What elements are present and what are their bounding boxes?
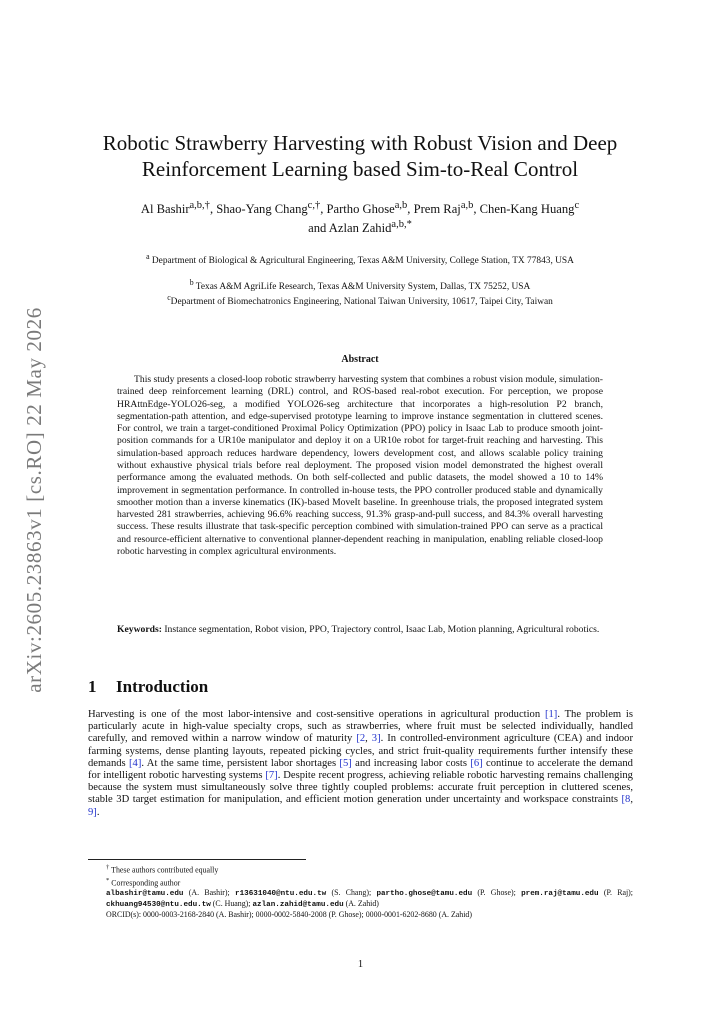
author-name: Shao-Yang Chang	[216, 202, 308, 217]
affiliation-text: Texas A&M AgriLife Research, Texas A&M University System, Dallas, TX 75252, USA	[195, 282, 531, 293]
author-affiliation-mark: c	[574, 200, 580, 211]
author-name: Partho Ghose	[326, 202, 395, 217]
citation-link[interactable]: 9]	[88, 806, 97, 818]
author-affiliation-mark: a,b,*	[391, 219, 412, 231]
email-link[interactable]: partho.ghose@tamu.edu	[376, 890, 473, 899]
footnote-corresponding	[88, 876, 633, 889]
citation-link[interactable]: [4]	[129, 757, 142, 769]
author-separator: ,	[320, 202, 327, 217]
affiliation-text: Department of Biomechatronics Engineering, National Taiwan University, 10617, Taipei City, Taiwan	[170, 297, 553, 308]
email-owner: (P. Raj);	[603, 888, 634, 898]
keywords	[117, 624, 603, 636]
citation-link[interactable]: [2	[356, 733, 366, 745]
introduction-paragraph	[88, 709, 633, 819]
affiliation-mark: b	[189, 278, 194, 287]
intro-text: . In controlled-environment agriculture (CEA) and indoor farming systems, dense planting layouts, repeated picking cycles, and strict fruit-quality requirements further intensify these demands	[88, 733, 634, 769]
footnote-equal-contribution	[88, 863, 633, 876]
email-owner: (P. Ghose);	[477, 888, 516, 898]
page-number: 1	[357, 959, 364, 970]
intro-text: Harvesting is one of the most labor-intensive and cost-sensitive operations in agricultural production	[88, 709, 545, 720]
citation-separator: ,	[630, 794, 633, 806]
footnote-orcid: ORCID(s): 0000-0003-2168-2840 (A. Bashir); 0000-0002-5840-2008 (P. Ghose); 0000-0001-6202-8680 (A. Zahid)	[106, 910, 472, 920]
arxiv-identifier-stamp: arXiv:2605.23863v1 [cs.RO] 22 May 2026	[22, 307, 46, 693]
affiliation-a	[95, 251, 625, 268]
author-affiliation-mark: c,†	[307, 200, 321, 211]
section-number: 1	[88, 677, 97, 696]
email-owner: (S. Chang);	[331, 888, 372, 898]
intro-text: . Despite recent progress, achieving reliable robotic harvesting remains challenging because the system must simultaneously solve three tightly coupled problems: accurate fruit perception in cluttered scenes, stable 3D target estimation for manipulation, and efficient motion generation under uncertainty and workspace constraints	[88, 770, 633, 806]
footnote-divider	[88, 859, 306, 860]
citation-link[interactable]: [7]	[265, 770, 278, 782]
email-owner: (C. Huang);	[212, 899, 251, 909]
citation-link[interactable]: [1]	[544, 709, 558, 720]
author-affiliation-mark: a,b	[394, 200, 408, 211]
author-separator: ,	[473, 202, 480, 217]
email-owner: (A. Zahid)	[345, 899, 379, 909]
title-line-1: Robotic Strawberry Harvesting with Robust Vision and Deep	[102, 131, 618, 155]
section-title: Introduction	[116, 677, 209, 696]
author-name: and Azlan Zahid	[308, 221, 392, 236]
email-owner: (A. Bashir);	[188, 888, 230, 898]
footnote-text: Corresponding author	[111, 878, 181, 888]
author-affiliation-mark: a,b,†	[189, 200, 210, 211]
affiliation-mark: c	[167, 293, 171, 302]
email-link[interactable]: azlan.zahid@tamu.edu	[252, 901, 344, 910]
author-name: Prem Raj	[413, 202, 461, 217]
affiliation-mark: a	[146, 252, 150, 261]
author-separator: ,	[407, 202, 414, 217]
citation-link[interactable]: 3]	[371, 733, 381, 745]
intro-text: . The problem is particularly acute in high-value specialty crops, such as strawberries, where fruit must be selected individually, handled carefully, and removed within a narrow window of maturity	[88, 709, 633, 745]
intro-text: .	[96, 806, 100, 818]
email-link[interactable]: prem.raj@tamu.edu	[521, 890, 599, 899]
title-line-2: Reinforcement Learning based Sim-to-Real Control	[141, 157, 579, 181]
intro-text: and increasing labor costs	[351, 757, 471, 769]
email-link[interactable]: albashir@tamu.edu	[106, 890, 184, 899]
keywords-label: Keywords:	[117, 624, 162, 635]
intro-text: continue to accelerate the demand for intelligent robotic harvesting systems	[88, 757, 633, 782]
footnote-emails	[88, 888, 633, 910]
author-list	[90, 198, 630, 236]
citation-link[interactable]: [5]	[339, 757, 352, 769]
affiliation-text: Department of Biological & Agricultural Engineering, Texas A&M University, College Station, TX 77843, USA	[151, 256, 574, 267]
footnote-text: These authors contributed equally	[111, 865, 219, 875]
intro-text: . At the same time, persistent labor shortages	[141, 757, 340, 769]
footnote-mark: †	[106, 864, 110, 871]
abstract-heading: Abstract	[341, 354, 379, 365]
author-separator: ,	[209, 202, 217, 217]
keywords-text: Instance segmentation, Robot vision, PPO, Trajectory control, Isaac Lab, Motion planning, Agricultural robotics.	[164, 624, 600, 635]
email-link[interactable]: ckhuang94530@ntu.edu.tw	[106, 901, 211, 910]
citation-link[interactable]: [8	[621, 794, 631, 806]
citation-link[interactable]: [6]	[470, 757, 483, 769]
citation-separator: ,	[365, 733, 372, 745]
footnotes	[88, 863, 633, 920]
paper-title	[90, 130, 630, 182]
abstract-body: This study presents a closed-loop robotic strawberry harvesting system that combines a robust vision module, simulation-trained deep reinforcement learning (DRL) control, and ROS-based real-robot execution. For perception, we propose HRAttnEdge-YOLO26-seg, a modified YOLO26-seg architecture that incorporates a high-resolution P2 branch, segmentation-path attention, and edge-supervised prototype learning to improve instance segmentation in cluttered scenes. For control, we train a target-conditioned Proximal Policy Optimization (PPO) policy in Isaac Lab to produce smooth joint-position commands for a UR10e manipulator and deploy it on a UR10e robot for target-fruit reaching and harvesting. This simulation-based approach reduces hardware dependency, lowers development cost, and allows scalable policy training without exhaustive physical trials before real deployment. The proposed vision model demonstrated the highest overall performance among the evaluated methods. On both self-collected and public datasets, the model showed a 10 to 14% improvement in segmentation performance. In controlled in-house tests, the PPO controller produced stable and dynamically smoother motion than a inverse kinematics (IK)-based MoveIt baseline. In greenhouse trials, the proposed integrated system harvested 281 strawberries, achieving 96.6% reaching success, 91.3% grasp-and-pull success, and 84.3% overall harvesting success. These results illustrate that task-specific perception combined with simulation-trained PPO can serve as a practical and resource-efficient alternative to conventional planner-dependent reaching in manipulation, enabling reliable closed-loop robotic harvesting in complex agricultural environments.	[117, 374, 603, 557]
email-link[interactable]: r13631040@ntu.edu.tw	[235, 890, 327, 899]
author-name: Chen-Kang Huang	[479, 202, 575, 217]
author-affiliation-mark: a,b	[460, 200, 474, 211]
section-heading	[88, 677, 208, 697]
footnote-mark: *	[106, 876, 110, 884]
author-name: Al Bashir	[140, 202, 190, 217]
affiliation-c	[95, 292, 625, 309]
